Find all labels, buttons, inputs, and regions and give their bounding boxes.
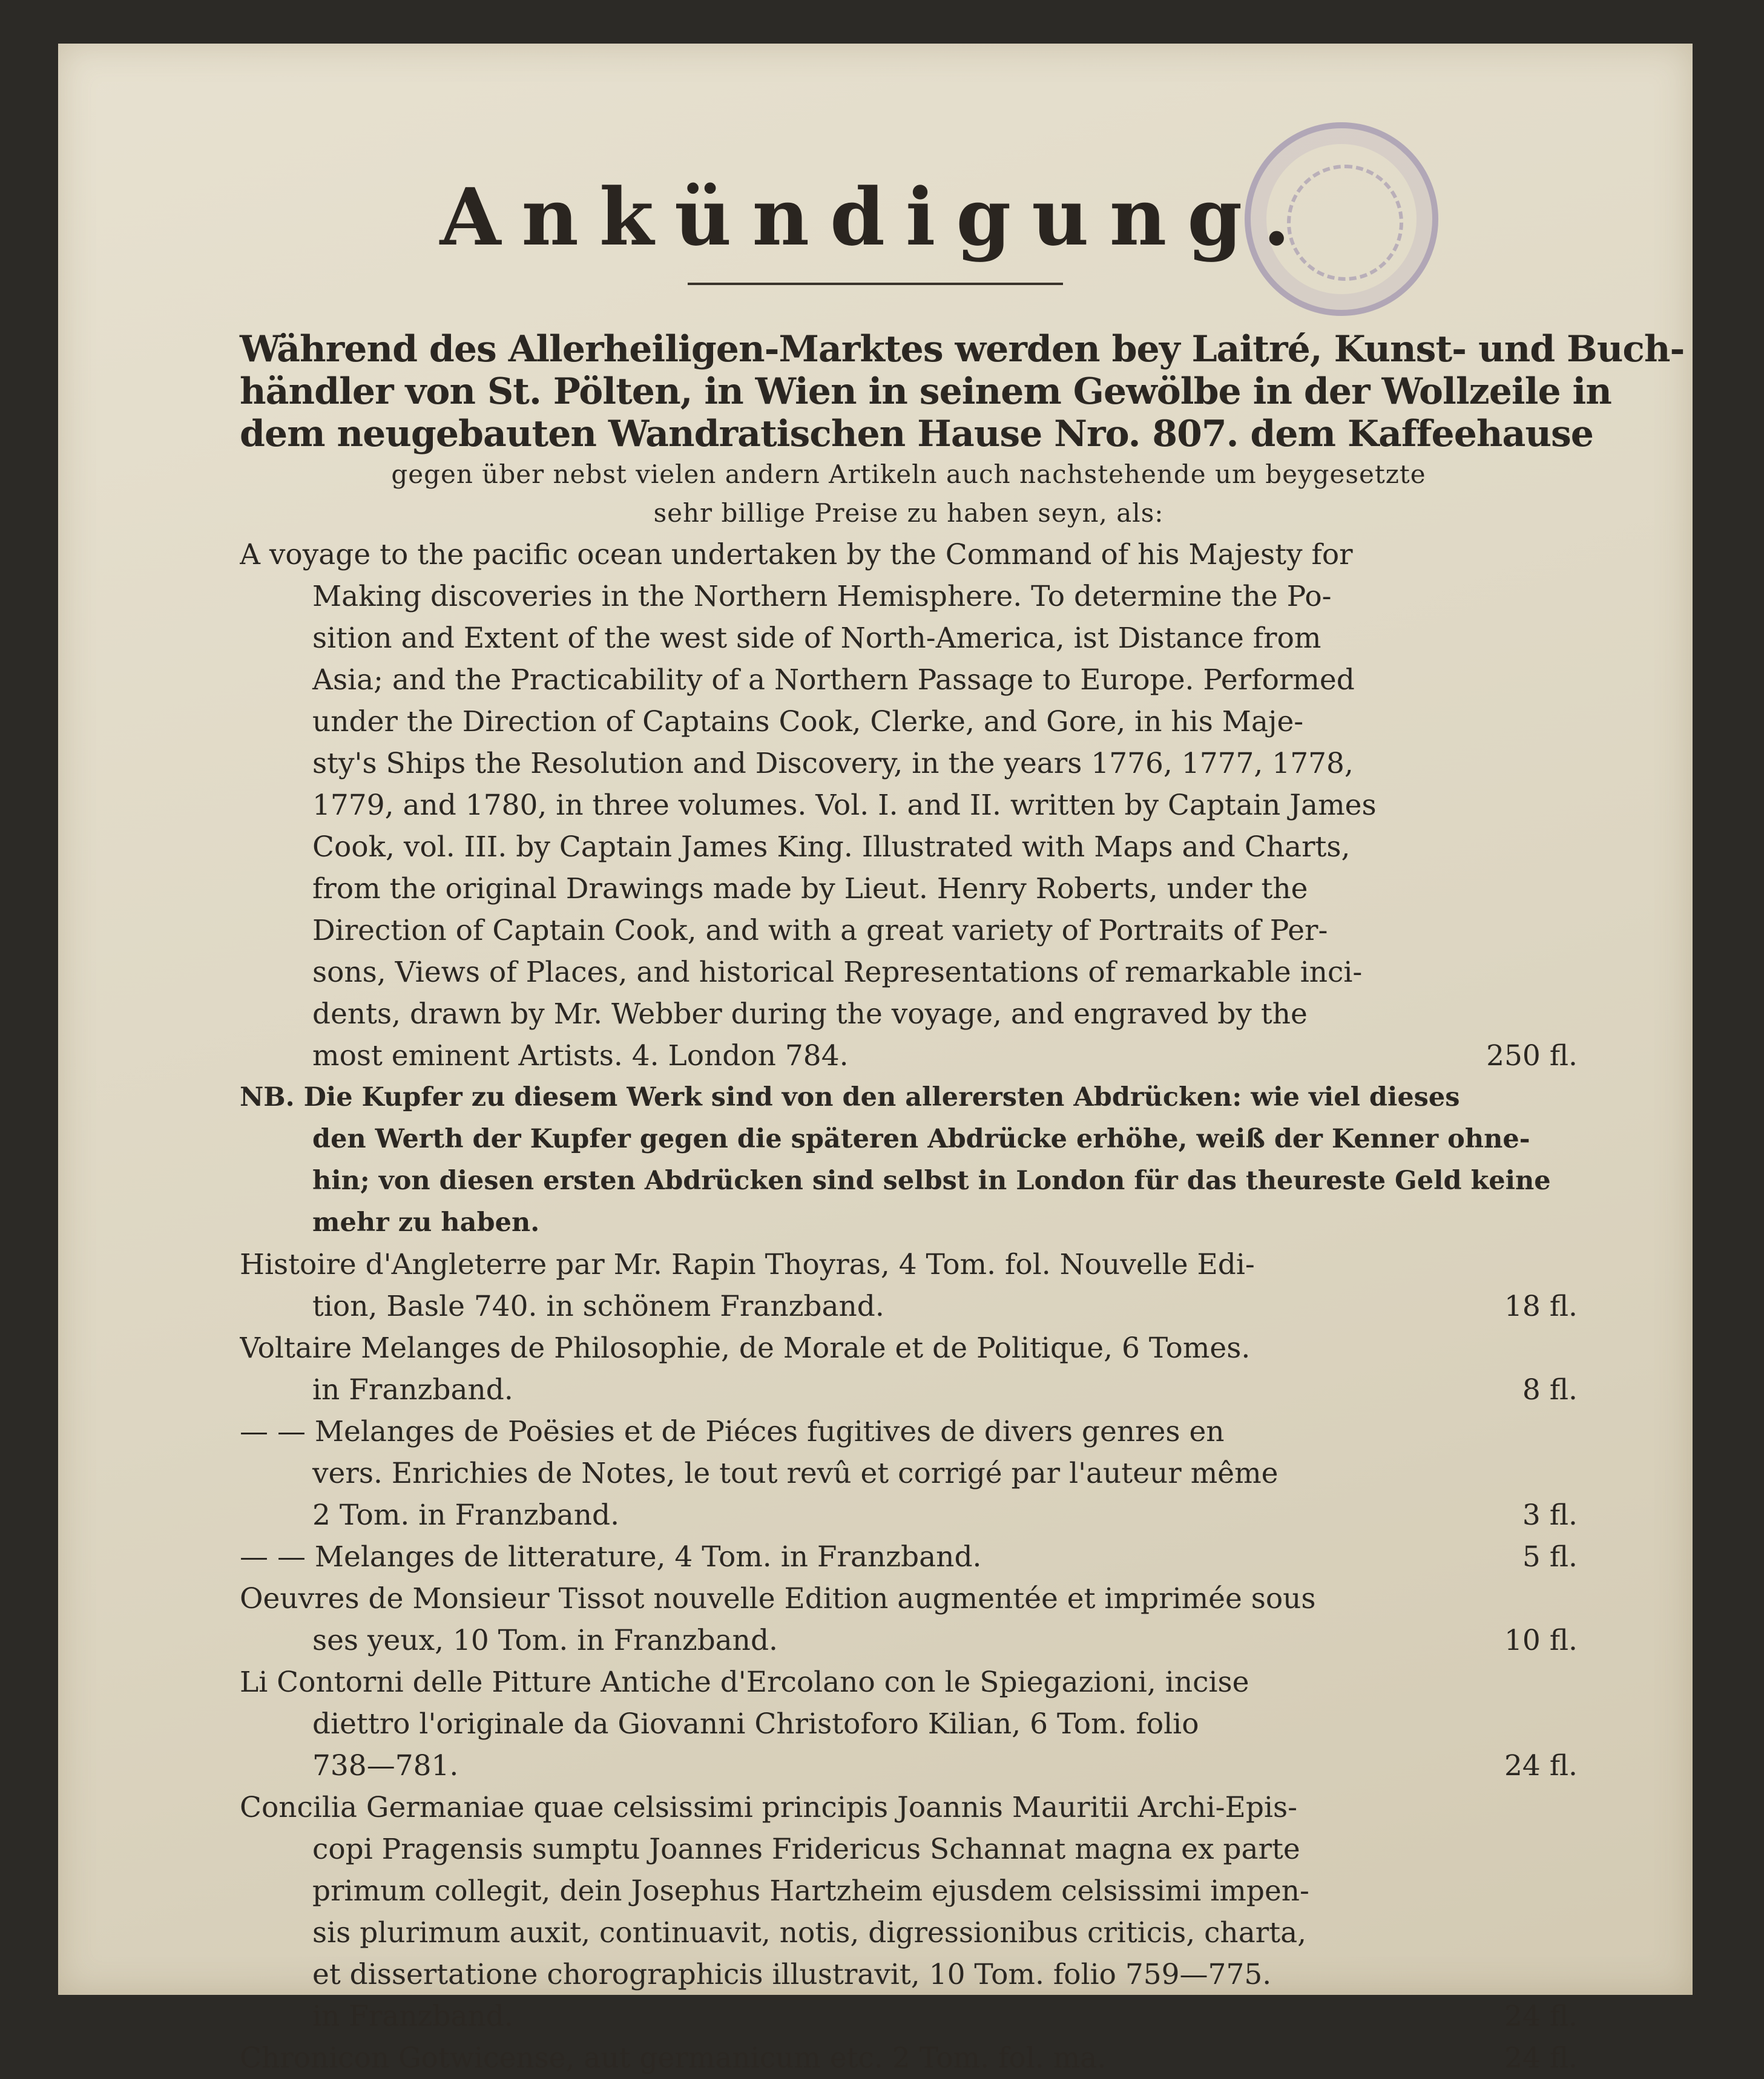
listing-text: primum collegit, dein Josephus Hartzheim ejusdem celsissimi impen- [312,1874,1309,1908]
listing-text: 1779, and 1780, in three volumes. Vol. I. and II. written by Captain James [312,789,1377,822]
listing-text: sition and Extent of the west side of North-America, ist Distance from [312,622,1321,655]
listing-text: Asia; and the Practicability of a Northern Passage to Europe. Performed [312,663,1355,697]
listing-text: tion, Basle 740. in schönem Franzband. [312,1290,884,1323]
document-page [58,44,1693,2075]
listing-line [240,826,1578,868]
listing-text: in Franzband. [312,1373,513,1407]
intro-line: händler von St. Pölten, in Wien in seinem Gewölbe in der Wollzeile in [240,370,1611,413]
listing-text: — — Melanges de Poësies et de Piéces fugitives de divers genres en [240,1415,1225,1448]
listing-line [240,1745,1578,1787]
listing-line [240,1453,1578,1494]
listing-price: 24 fl. [1504,2041,1578,2075]
listing-text: most eminent Artists. 4. London 784. [312,1039,849,1072]
listing-line [240,1369,1578,1411]
listing-line [240,1661,1578,1703]
listing-line [240,1787,1578,1828]
listing-line [240,2037,1578,2079]
listing-line [240,1870,1578,1912]
listing-text: Voltaire Melanges de Philosophie, de Morale et de Politique, 6 Tomes. [240,1332,1251,1365]
intro-line: dem neugebauten Wandratischen Hause Nro. 807. dem Kaffeehause [240,413,1593,455]
listing-text: ses yeux, 10 Tom. in Franzband. [312,1624,778,1657]
listing-text: 738—781. [312,1749,459,1782]
intro-line: sehr billige Preise zu haben seyn, als: [653,498,1164,528]
listing-line [240,1118,1578,1160]
listing-text: under the Direction of Captains Cook, Clerke, and Gore, in his Maje- [312,705,1304,738]
listing-line [240,951,1578,993]
listing-text: Histoire d'Angleterre par Mr. Rapin Thoyras, 4 Tom. fol. Nouvelle Edi- [240,1248,1255,1281]
listing-text: dents, drawn by Mr. Webber during the voyage, and engraved by the [312,997,1308,1031]
listing-line [240,1244,1578,1286]
listing-text: Direction of Captain Cook, and with a great variety of Portraits of Per- [312,914,1328,947]
listing-line [240,1286,1578,1327]
listing-price: 18 fl. [1504,1290,1578,1323]
listing-line [240,1578,1578,1620]
listing-text: Chronicon Gotwicense, aut germanicum etc. 2 Tom. fol. ma. [240,2041,1107,2075]
listing-text: Making discoveries in the Northern Hemisphere. To determine the Po- [312,580,1332,613]
listing-text: sis plurimum auxit, continuavit, notis, digressionibus criticis, charta, [312,1916,1307,1949]
listing-text: et dissertatione chorographicis illustravit, 10 Tom. folio 759—775. [312,1958,1272,1991]
listing-line [240,1494,1578,1536]
listing-text: mehr zu haben. [312,1207,540,1238]
listing-line [240,1954,1578,1995]
listing-line [240,1995,1578,2037]
listing-text: Cook, vol. III. by Captain James King. Illustrated with Maps and Charts, [312,830,1351,864]
listing-line [240,1160,1578,1202]
listing-text: copi Pragensis sumptu Joannes Fridericus Schannat magna ex parte [312,1833,1300,1866]
listing-line [240,1536,1578,1578]
listing-line [240,701,1578,743]
listing-price: 24 fl. [1504,2000,1578,2033]
listing-line [240,1035,1578,1077]
document-title: Ankündigung. [439,171,1311,263]
listing-line [240,1411,1578,1453]
listing-line [240,1620,1578,1661]
listing-text: den Werth der Kupfer gegen die späteren Abdrücke erhöhe, weiß der Kenner ohne- [312,1124,1530,1154]
listing-price: 250 fl. [1486,1039,1578,1072]
listing-line [240,1703,1578,1745]
intro-line: gegen über nebst vielen andern Artikeln auch nachstehende um beygesetzte [391,459,1426,489]
title-underline [688,283,1063,285]
listing-line [240,743,1578,784]
listing-text: diettro l'originale da Giovanni Christoforo Kilian, 6 Tom. folio [312,1707,1199,1741]
listing-text: in Franzband. [312,2000,513,2033]
listing-text: — — Melanges de litterature, 4 Tom. in Franzband. [240,1540,982,1574]
listing-line [240,1077,1578,1118]
listing-price: 10 fl. [1504,1624,1578,1657]
listing-text: hin; von diesen ersten Abdrücken sind selbst in London für das theureste Geld keine [312,1166,1551,1196]
listing-line [240,1912,1578,1954]
intro-line: Während des Allerheiligen-Marktes werden bey Laitré, Kunst- und Buch- [240,328,1685,370]
listing-line [240,1202,1578,1244]
listing-text: Oeuvres de Monsieur Tissot nouvelle Edition augmentée et imprimée sous [240,1582,1316,1615]
listing-text: A voyage to the pacific ocean undertaken by the Command of his Majesty for [240,538,1353,571]
listing-price: 24 fl. [1504,1749,1578,1782]
listing-line [240,910,1578,951]
listing-text: vers. Enrichies de Notes, le tout revû et corrigé par l'auteur même [312,1457,1279,1490]
listing-line [240,868,1578,910]
listing-text: Li Contorni delle Pitture Antiche d'Ercolano con le Spiegazioni, incise [240,1666,1249,1699]
listing-text: sons, Views of Places, and historical Representations of remarkable inci- [312,956,1363,989]
intro-paragraph [240,328,1685,533]
listing-line [240,576,1578,617]
listing-line [240,784,1578,826]
book-listing [240,534,1578,2079]
listing-price: 5 fl. [1522,1540,1578,1574]
listing-line [240,659,1578,701]
listing-line [240,534,1578,576]
listing-price: 8 fl. [1522,1373,1578,1407]
listing-text: Concilia Germaniae quae celsissimi principis Joannis Mauritii Archi-Epis- [240,1791,1297,1824]
listing-line [240,1327,1578,1369]
listing-line [240,1828,1578,1870]
listing-text: 2 Tom. in Franzband. [312,1499,620,1532]
listing-text: from the original Drawings made by Lieut. Henry Roberts, under the [312,872,1308,905]
listing-line [240,617,1578,659]
listing-text: sty's Ships the Resolution and Discovery, in the years 1776, 1777, 1778, [312,747,1354,780]
listing-price: 3 fl. [1522,1499,1578,1532]
listing-line [240,993,1578,1035]
listing-text: NB. Die Kupfer zu diesem Werk sind von den allerersten Abdrücken: wie viel dieses [240,1082,1460,1112]
